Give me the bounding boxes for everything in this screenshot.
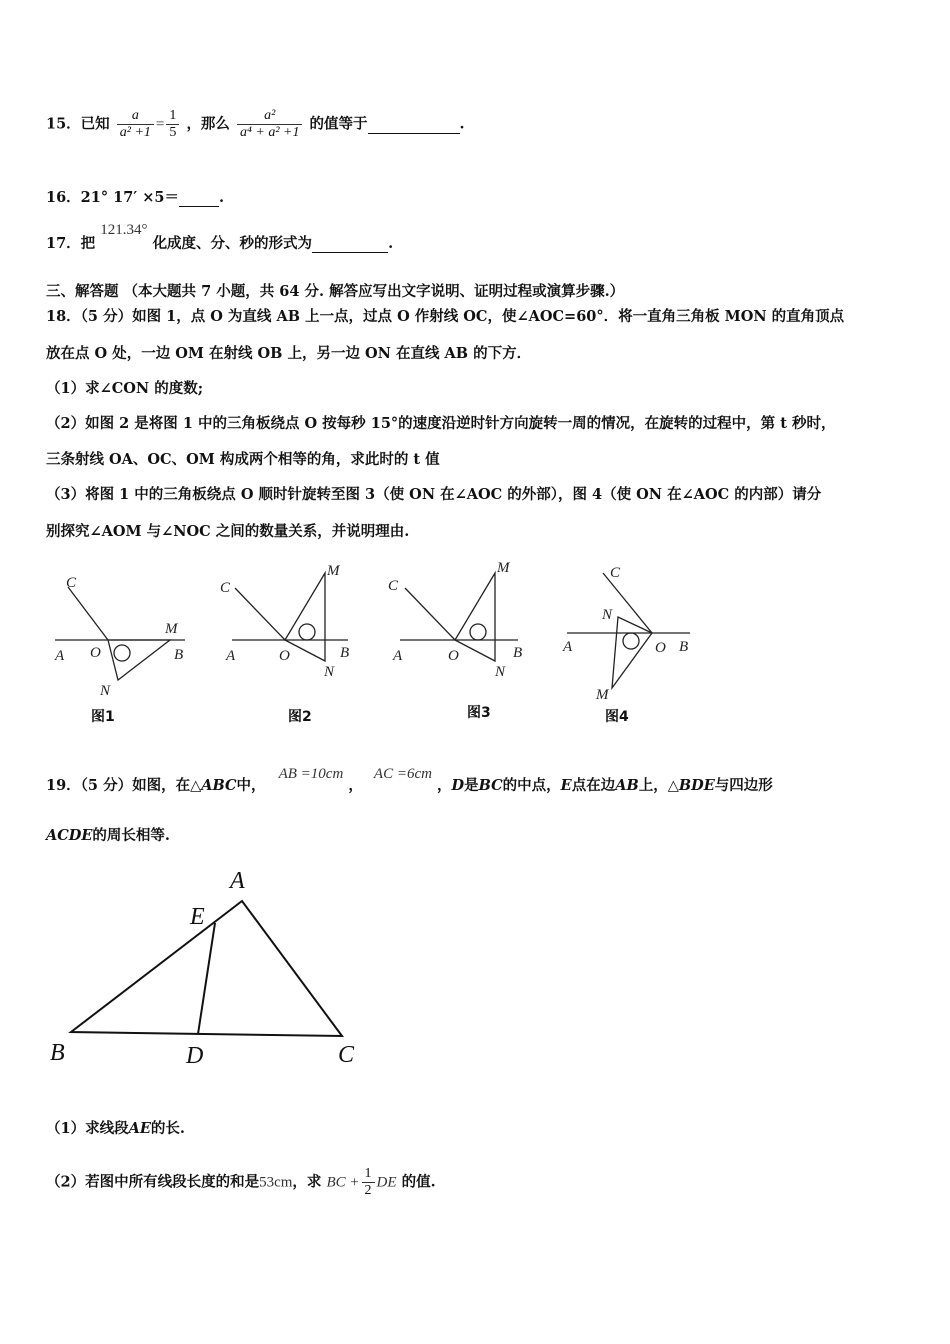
answer-blank <box>179 189 219 207</box>
fig2-label-N: N <box>324 664 335 680</box>
fig3-label-M: M <box>497 560 510 576</box>
q19-line1: 19．（5 分）如图，在△ABC中， AB =10cm ， AC =6cm ，D是BC的中点，E点在边AB上，△BDE与四边形 <box>46 766 773 794</box>
fig4-label-C: C <box>610 565 621 581</box>
fig4-caption: 图4 <box>605 709 629 725</box>
q18-line1: 18．（5 分）如图 1，点 O 为直线 AB 上一点，过点 O 作射线 OC，使∠AOC=60°．将一直角三角板 MON 的直角顶点 <box>46 308 845 325</box>
section-heading: 三、解答题 （本大题共 7 小题，共 64 分. 解答应写出文字说明、证明过程或演算步骤.） <box>46 283 625 300</box>
fig1-label-A: A <box>55 648 65 664</box>
fig1-label-B: B <box>174 647 184 663</box>
question-15: 15．已知 $\frac{a}{\text{a² +1}}$ = $\frac{1}{5}$ ，那么 $\frac{\text{a²}}{\text{a⁴ + a² +1}}$ 的值等于 . <box>46 108 465 140</box>
question-17: 17．把 121.34° 化成度、分、秒的形式为 . <box>46 222 394 252</box>
q15-number: 15．已知 <box>46 115 110 133</box>
fig3-caption: 图3 <box>467 705 491 721</box>
q18-part2-line1: （2）如图 2 是将图 1 中的三角板绕点 O 按每秒 15°的速度沿逆时针方向旋转一周的情况，在旋转的过程中，第 t 秒时， <box>46 415 836 432</box>
fig1-label-O: O <box>90 645 101 661</box>
fig1-label-C: C <box>66 575 77 591</box>
fig3-label-O: O <box>448 648 459 664</box>
label-A: A <box>230 868 245 894</box>
fraction-one-fifth: $\frac{1}{5}$ <box>166 108 179 141</box>
q19-part2: （2）若图中所有线段长度的和是53cm，求 BC + $\frac{1}{2}$ DE 的值. <box>46 1166 436 1198</box>
fig1-label-N: N <box>100 683 111 699</box>
angle-value: 121.34° <box>100 222 148 238</box>
answer-blank <box>368 116 460 134</box>
fig2-label-C: C <box>220 580 231 596</box>
q18-part1: （1）求∠CON 的度数; <box>46 380 204 397</box>
q18-figures <box>0 555 950 735</box>
fig4-label-B: B <box>679 639 689 655</box>
fig3-label-C: C <box>388 578 399 594</box>
fig1-caption: 图1 <box>91 709 115 725</box>
q18-part3-line1: （3）将图 1 中的三角板绕点 O 顺时针旋转至图 3（使 ON 在∠AOC 的外部），图 4（使 ON 在∠AOC 的内部）请分 <box>46 486 822 503</box>
fig3-label-B: B <box>513 645 523 661</box>
ab-length: AB =10cm <box>278 766 344 782</box>
fig2-label-M: M <box>327 563 340 579</box>
fig2-caption: 图2 <box>288 709 312 725</box>
q19-triangle-figure <box>40 860 400 1075</box>
fig3-label-N: N <box>495 664 506 680</box>
bc-expr: BC + <box>326 1174 360 1191</box>
label-B: B <box>50 1040 65 1066</box>
fig2-label-A: A <box>226 648 236 664</box>
q18-part3-line2: 别探究∠AOM 与∠NOC 之间的数量关系，并说明理由. <box>46 523 410 540</box>
fig2-label-B: B <box>340 645 350 661</box>
q18-part2-line2: 三条射线 OA、OC、OM 构成两个相等的角，求此时的 t 值 <box>46 451 440 468</box>
fig3-label-A: A <box>393 648 403 664</box>
fig4-label-M: M <box>596 687 609 703</box>
label-D: D <box>186 1043 204 1069</box>
label-E: E <box>190 904 205 930</box>
label-C: C <box>338 1042 355 1068</box>
question-16: 16．21° 17′ ×5＝ . <box>46 189 225 206</box>
fraction-a-over-a2-plus-1: $\frac{a}{\text{a² +1}}$ <box>117 108 154 141</box>
fig4-label-N: N <box>602 607 613 623</box>
fig1-label-M: M <box>165 621 178 637</box>
fig4-label-O: O <box>655 640 666 656</box>
q19-part1: （1）求线段AE的长. <box>46 1120 185 1137</box>
q19-line2: ACDE的周长相等. <box>46 827 170 844</box>
answer-blank <box>312 235 388 253</box>
ac-length: AC =6cm <box>373 766 432 782</box>
fraction-a2-over-a4-a2-1: $\frac{\text{a²}}{\text{a⁴ + a² +1}}$ <box>237 108 302 141</box>
q18-line2: 放在点 O 处，一边 OM 在射线 OB 上，另一边 ON 在直线 AB 的下方． <box>46 345 532 362</box>
fig4-label-A: A <box>563 639 573 655</box>
fraction-one-half: $\frac{1}{2}$ <box>362 1166 375 1199</box>
fig2-label-O: O <box>279 648 290 664</box>
sum-value: 53cm <box>259 1174 293 1191</box>
